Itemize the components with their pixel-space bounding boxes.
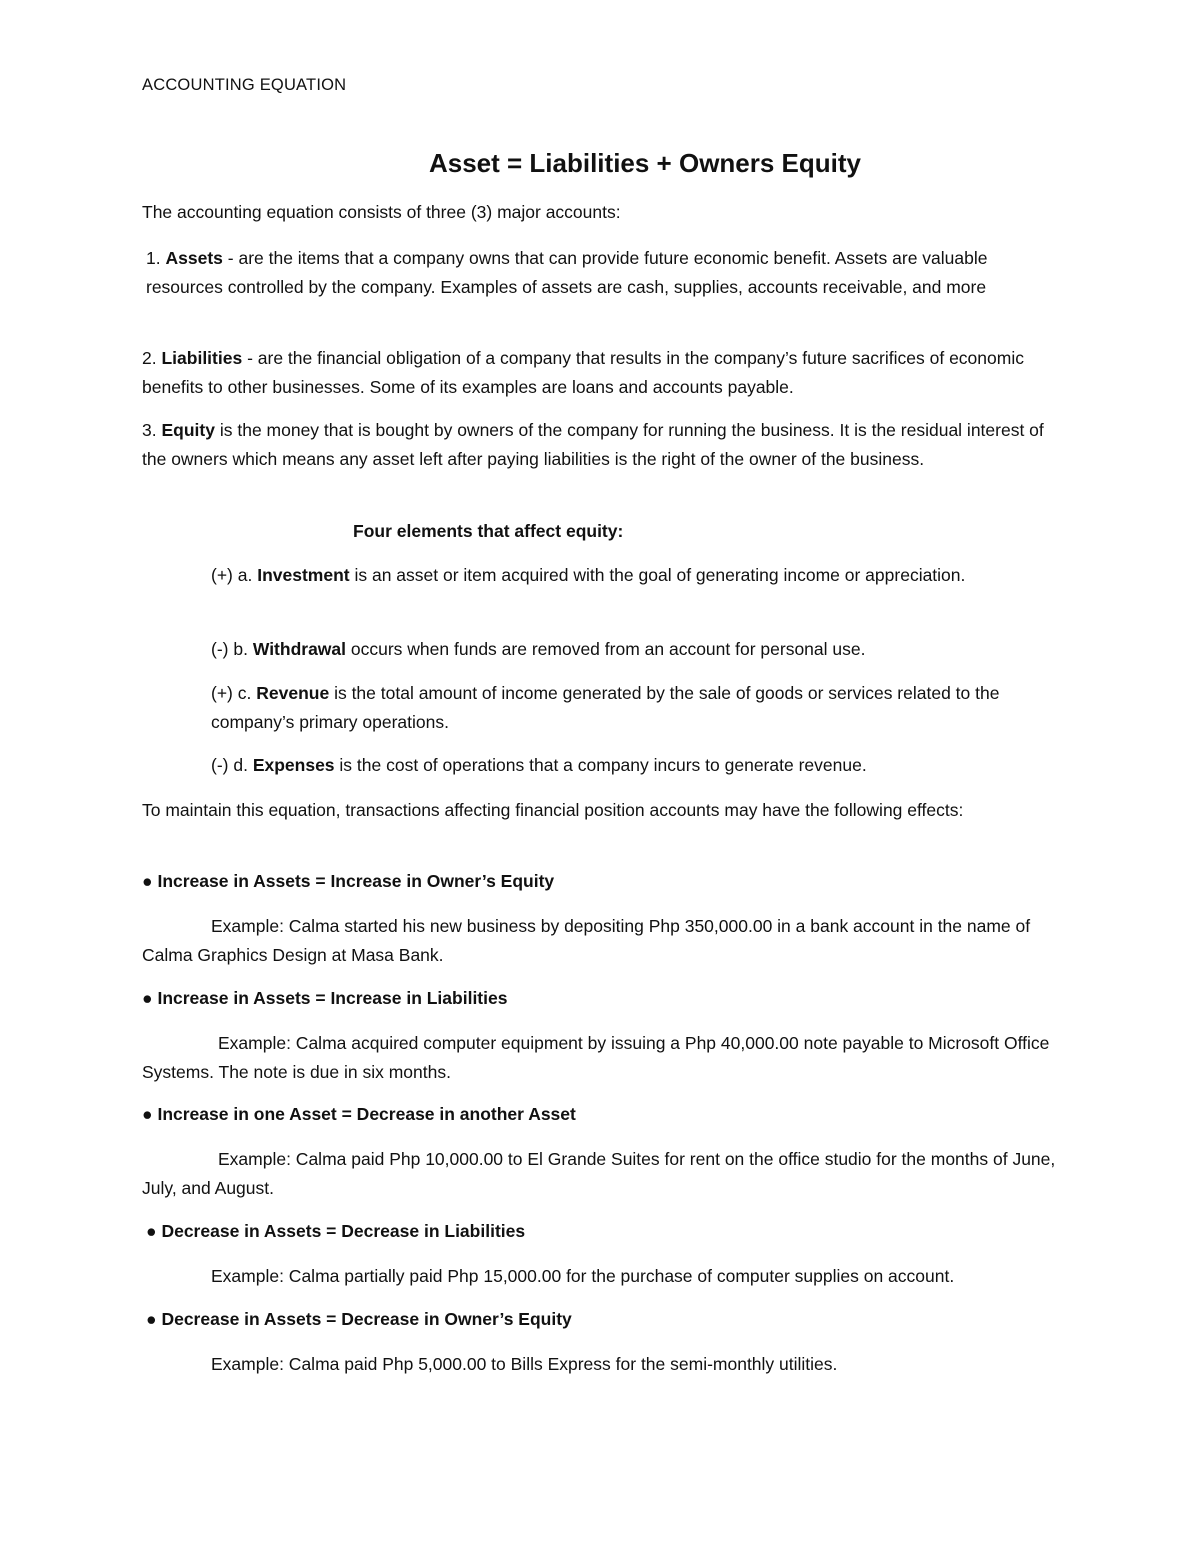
account-term: Assets bbox=[165, 248, 223, 268]
account-number: 2. bbox=[142, 348, 157, 368]
bullet-icon: ● bbox=[146, 1309, 157, 1329]
effect-heading: ● Increase in Assets = Increase in Owner’s Equity bbox=[142, 871, 555, 891]
account-definition: - are the financial obligation of a company that results in the company’s future sacrifices of economic benefits to other businesses. Some of its examples are loans and accounts payable. bbox=[142, 348, 1024, 397]
element-definition: occurs when funds are removed from an account for personal use. bbox=[350, 639, 866, 659]
account-definition: - are the items that a company owns that can provide future economic benefit. Assets are valuable resources controlled by the company. Examples of assets are cash, supplies, accounts receivable, and more bbox=[146, 248, 988, 297]
account-term: Equity bbox=[161, 420, 215, 440]
element-sign: (-) d. bbox=[211, 755, 248, 775]
effect-example: Example: Calma paid Php 5,000.00 to Bills Express for the semi-monthly utilities. bbox=[211, 1354, 838, 1374]
effect-heading: ● Increase in Assets = Increase in Liabilities bbox=[142, 988, 508, 1008]
element-sign: (+) c. bbox=[211, 683, 252, 703]
element-definition: is the cost of operations that a company incurs to generate revenue. bbox=[339, 755, 867, 775]
bullet-icon: ● bbox=[146, 1221, 157, 1241]
effect-example: Example: Calma partially paid Php 15,000.00 for the purchase of computer supplies on account. bbox=[211, 1266, 955, 1286]
account-assets bbox=[142, 244, 1062, 301]
effects-intro: To maintain this equation, transactions affecting financial position accounts may have the following effects: bbox=[142, 800, 964, 820]
element-term: Withdrawal bbox=[252, 639, 347, 659]
bullet-icon: ● bbox=[142, 1104, 153, 1124]
element-term: Investment bbox=[257, 565, 350, 585]
element-term: Revenue bbox=[256, 683, 330, 703]
element-investment bbox=[142, 561, 1062, 590]
account-definition: is the money that is bought by owners of the company for running the business. It is the residual interest of the owners which means any asset left after paying liabilities is the right of the owner of the business. bbox=[142, 420, 1044, 469]
element-revenue bbox=[211, 679, 1061, 736]
effect-example: Example: Calma paid Php 10,000.00 to El Grande Suites for rent on the office studio for the months of June, July, and August. bbox=[142, 1149, 1056, 1198]
bullet-icon: ● bbox=[142, 988, 153, 1008]
element-sign: (+) a. bbox=[211, 565, 253, 585]
elements-heading: Four elements that affect equity: bbox=[353, 521, 624, 541]
account-number: 3. bbox=[142, 420, 157, 440]
document-title: Asset = Liabilities + Owners Equity bbox=[428, 148, 862, 178]
element-definition: is the total amount of income generated by the sale of goods or services related to the company’s primary operations. bbox=[211, 683, 1000, 732]
effect-heading: ● Decrease in Assets = Decrease in Owner’s Equity bbox=[146, 1309, 572, 1329]
account-equity bbox=[142, 416, 1062, 473]
effect-heading: ● Increase in one Asset = Decrease in another Asset bbox=[142, 1104, 576, 1124]
document-header: ACCOUNTING EQUATION bbox=[142, 76, 347, 94]
effect-example: Example: Calma started his new business by depositing Php 350,000.00 in a bank account in the name of Calma Graphics Design at Masa Bank. bbox=[142, 916, 1031, 965]
element-definition: is an asset or item acquired with the goal of generating income or appreciation. bbox=[354, 565, 966, 585]
account-term: Liabilities bbox=[161, 348, 243, 368]
effect-example: Example: Calma acquired computer equipment by issuing a Php 40,000.00 note payable to Microsoft Office Systems. The note is due in six months. bbox=[142, 1033, 1050, 1082]
account-liabilities bbox=[142, 344, 1062, 401]
element-term: Expenses bbox=[252, 755, 335, 775]
bullet-icon: ● bbox=[142, 871, 153, 891]
element-expenses bbox=[211, 751, 1061, 780]
element-sign: (-) b. bbox=[211, 639, 248, 659]
account-number: 1. bbox=[146, 248, 161, 268]
element-withdrawal bbox=[211, 635, 1061, 664]
intro-paragraph: The accounting equation consists of three (3) major accounts: bbox=[142, 202, 621, 222]
effect-heading: ● Decrease in Assets = Decrease in Liabilities bbox=[146, 1221, 526, 1241]
